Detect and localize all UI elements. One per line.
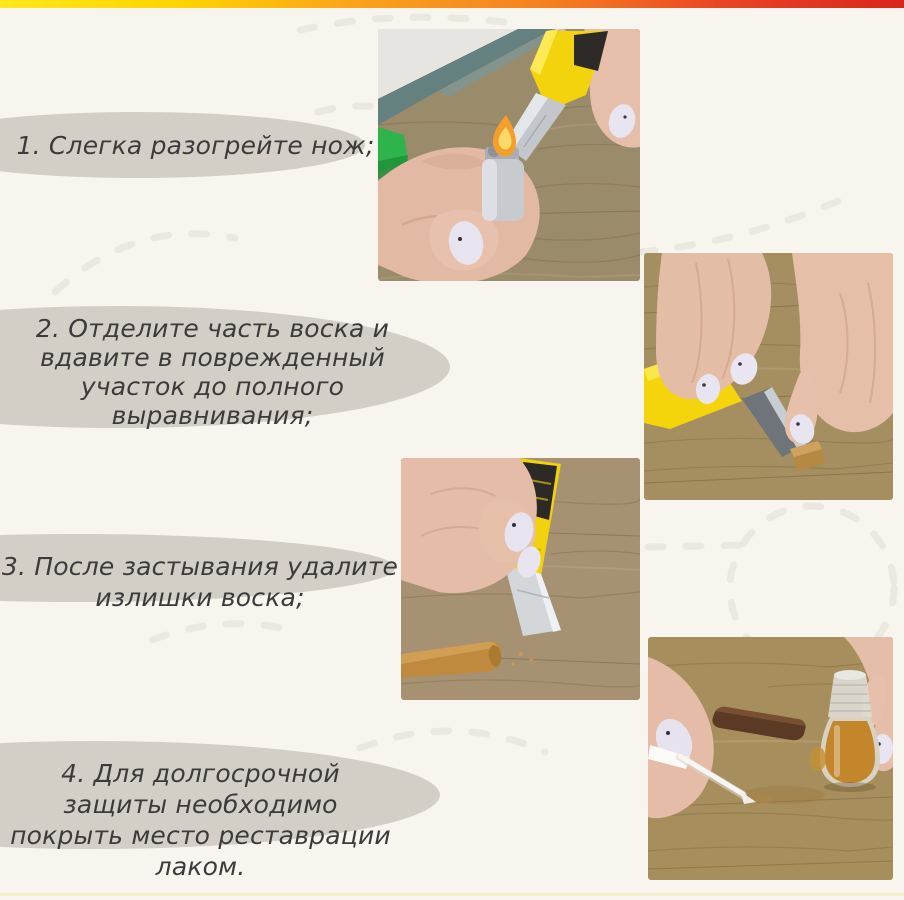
bottom-accent-line <box>0 893 904 896</box>
photo-step-2-pressing-wax <box>644 253 893 500</box>
step-text-3: 3. После застывания удалите излишки воска; <box>1 552 399 612</box>
top-accent-bar <box>0 0 904 8</box>
right-hand <box>785 253 893 447</box>
lighter <box>482 145 524 221</box>
hand <box>401 458 544 593</box>
step-text-4: 4. Для долгосрочной защиты необходимо покрыть место реставрации лаком. <box>10 759 391 881</box>
photo-step-1-heating-knife <box>378 29 640 281</box>
photo-step-4-applying-varnish <box>648 637 893 880</box>
step-text-2: 2. Отделите часть воска и вдавите в поврежденный участок до полного выравнивания; <box>35 314 390 430</box>
photo-step-3-scraping-wax <box>401 458 640 700</box>
bottle-liquid <box>825 721 875 783</box>
step-text-1: 1. Слегка разогрейте нож; <box>16 131 375 160</box>
